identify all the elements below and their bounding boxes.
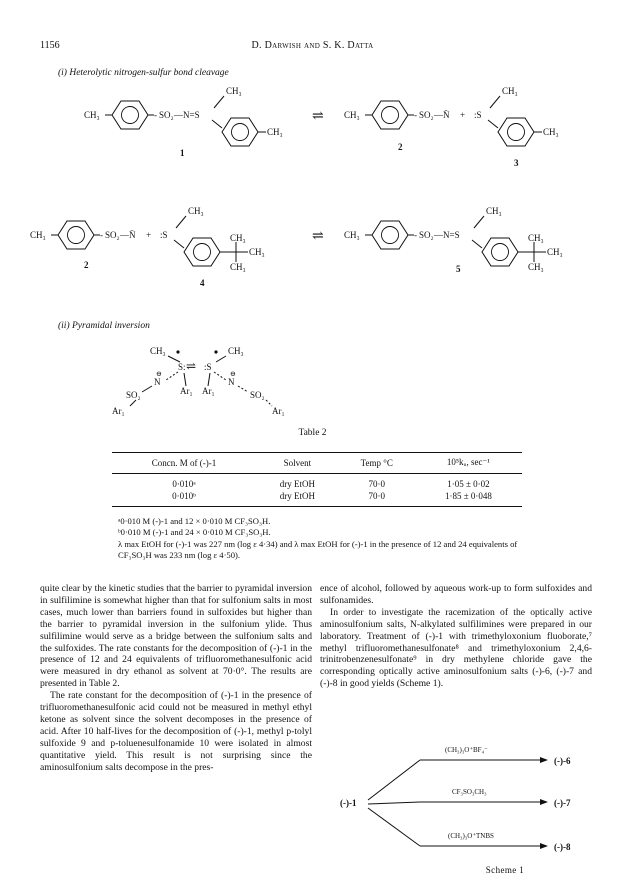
svg-text:CH₃: CH₃ bbox=[547, 247, 563, 257]
svg-text:CH₃: CH₃ bbox=[543, 127, 559, 137]
table-cell: 1·85 ± 0·048 bbox=[415, 490, 522, 507]
body-paragraph: ence of alcohol, followed by aqueous work-up to form sulfoxides and sulfonamides. bbox=[320, 583, 592, 606]
compound-5-label: 5 bbox=[456, 264, 461, 274]
page-number: 1156 bbox=[40, 40, 60, 51]
table-cell: dry EtOH bbox=[256, 490, 339, 507]
svg-text:CH₃: CH₃ bbox=[188, 206, 204, 216]
svg-text:SO₂: SO₂ bbox=[159, 110, 174, 120]
table-cell: 0·010ᵇ bbox=[112, 490, 256, 507]
svg-text:CH₃: CH₃ bbox=[230, 262, 246, 272]
equilibrium-arrow-2: ⇌ bbox=[312, 229, 324, 244]
body-paragraph: The rate constant for the decomposition of (-)-1 in the presence of trifluoromethanesulfonic acid could not be measured in methyl ethyl ketone as solvent since the solvent decomposes in the presence of acid. After 10 half-lives for the decomposition of (-)-1, methyl p-tolyl sulfoxide 9 and p-toluenesulfonamide 10 were isolated in almost quantitative yield. This result is not surprising since the aminosulfonium salts decompose in the pres- bbox=[40, 690, 312, 773]
table-cell: 70·0 bbox=[368, 479, 385, 489]
table-footnote: ᵃ0·010 M (-)-1 and 12 × 0·010 M CF₃SO₃H. bbox=[118, 516, 271, 526]
svg-text:—N̈: —N̈ bbox=[120, 230, 136, 240]
equilibrium-arrow-1: ⇌ bbox=[312, 109, 324, 124]
scheme-1-caption: Scheme 1 bbox=[485, 865, 525, 875]
table-caption: Table 2 bbox=[298, 428, 327, 438]
compound-4-label: 4 bbox=[200, 278, 205, 288]
compound-3-label: 3 bbox=[514, 158, 519, 168]
table-cell: 70·0 bbox=[339, 490, 415, 507]
reagent-label: CF₃SO₃CH₃ bbox=[452, 788, 487, 796]
svg-text:-: - bbox=[154, 110, 157, 120]
svg-text:⊖: ⊖ bbox=[230, 370, 236, 378]
svg-text:+: + bbox=[460, 110, 466, 120]
reaction-scheme-diagram bbox=[0, 80, 625, 420]
reagent-label: (CH₃)₃O⁺TNBS bbox=[448, 832, 494, 840]
svg-text:Ar₁: Ar₁ bbox=[180, 386, 193, 396]
product-label: (-)-7 bbox=[554, 798, 571, 808]
svg-text::S: :S bbox=[204, 362, 212, 372]
svg-text:N: N bbox=[154, 377, 161, 387]
product-label: (-)-8 bbox=[554, 842, 571, 852]
svg-text:SO₂: SO₂ bbox=[419, 230, 434, 240]
svg-text:CH₃: CH₃ bbox=[226, 86, 242, 96]
table-row bbox=[112, 474, 522, 491]
svg-text:⊖: ⊖ bbox=[156, 370, 162, 378]
scheme-1-diagram bbox=[320, 738, 600, 863]
svg-text:CH₃: CH₃ bbox=[249, 247, 265, 257]
svg-text:—N=S: —N=S bbox=[174, 110, 200, 120]
svg-text::S: :S bbox=[474, 110, 482, 120]
row1-ch3-left: CH₃ bbox=[84, 110, 100, 120]
table-header: Concn. M of (-)-1 bbox=[112, 453, 256, 474]
compound-2-label-row2: 2 bbox=[84, 260, 89, 270]
svg-text:N: N bbox=[228, 377, 235, 387]
svg-text:CH₃: CH₃ bbox=[228, 346, 244, 356]
svg-text:+: + bbox=[146, 230, 152, 240]
body-paragraph: In order to investigate the racemization of the optically active aminosulfonium salts, N-alkylated sulfilimines were prepared in our laboratory. Treatment of (-)-1 with trimethyloxonium fluoborate,⁷ methyl trifluoromethanesulfonate⁸ and trimethyloxonium 2,4,6-trinitrobenzenesulfonate⁹ in dry methylene chloride gave the corresponding optically active aminosulfonium salts (-)-6, (-)-7 and (-)-8 in good yields (Scheme 1). bbox=[320, 606, 592, 690]
svg-text:CH₃: CH₃ bbox=[502, 86, 518, 96]
svg-text:⇌: ⇌ bbox=[186, 359, 197, 373]
kinetics-table bbox=[112, 452, 522, 507]
scheme-1-start: (-)-1 bbox=[340, 798, 357, 808]
table-cell: 1·05 ± 0·02 bbox=[447, 479, 490, 489]
body-column-right bbox=[320, 583, 592, 690]
svg-text:-: - bbox=[414, 230, 417, 240]
svg-text:CH₃: CH₃ bbox=[30, 230, 46, 240]
running-header-authors: D. Darwish and S. K. Datta bbox=[251, 40, 374, 51]
svg-text:Ar₁: Ar₁ bbox=[112, 406, 125, 416]
svg-text:CH₃: CH₃ bbox=[344, 230, 360, 240]
svg-text:CH₃: CH₃ bbox=[344, 110, 360, 120]
body-column-left bbox=[40, 583, 312, 774]
reagent-label: (CH₃)₃O⁺BF₄⁻ bbox=[445, 746, 488, 754]
svg-text:CH₃: CH₃ bbox=[150, 346, 166, 356]
svg-text:Ar₁: Ar₁ bbox=[202, 386, 215, 396]
section-ii-title: (ii) Pyramidal inversion bbox=[58, 321, 150, 331]
compound-2-label-row1: 2 bbox=[398, 142, 403, 152]
table-footnotes bbox=[118, 516, 538, 562]
compound-1-label: 1 bbox=[180, 148, 185, 158]
svg-text:Ar₁: Ar₁ bbox=[272, 406, 285, 416]
table-footnote: ᵇ0·010 M (-)-1 and 24 × 0·010 M CF₃SO₃H. bbox=[118, 527, 271, 538]
table-header: Temp °C bbox=[339, 453, 415, 474]
table-header: Solvent bbox=[256, 453, 339, 474]
svg-text:—N̈: —N̈ bbox=[434, 110, 450, 120]
svg-text:-: - bbox=[100, 230, 103, 240]
svg-text:CH₃: CH₃ bbox=[486, 206, 502, 216]
table-header: 10⁵kᵤ, sec⁻¹ bbox=[415, 453, 522, 474]
svg-text::S: :S bbox=[160, 230, 168, 240]
svg-text:SO₂: SO₂ bbox=[105, 230, 120, 240]
svg-text:SO₂: SO₂ bbox=[126, 390, 141, 400]
section-i-title: (i) Heterolytic nitrogen-sulfur bond cleavage bbox=[58, 68, 229, 78]
body-paragraph: quite clear by the kinetic studies that the barrier to pyramidal inversion in sulfilimine is somewhat higher than that for sulfonium salts in most cases, much lower than barriers found in sulfoxides but higher than the barrier to pyramidal inversion in the sulfonium ylide. Thus sulfilimine would serve as a bridge between the sulfonium salts and the sulfoxides. The rate constants for the decomposition of (-)-1 in the presence of 12 and 24 equivalents of trifluoromethanesulfonic acid were measured in dry ethanol as solvent at 70·0°. The results are presented in Table 2. bbox=[40, 583, 313, 690]
svg-text:SO₂: SO₂ bbox=[250, 390, 265, 400]
svg-text:S:: S: bbox=[178, 362, 186, 372]
product-label: (-)-6 bbox=[554, 756, 571, 766]
table-row bbox=[112, 490, 522, 507]
svg-text:SO₂: SO₂ bbox=[419, 110, 434, 120]
svg-text:-: - bbox=[414, 110, 417, 120]
table-cell: dry EtOH bbox=[279, 479, 315, 489]
svg-text:CH₃: CH₃ bbox=[230, 233, 246, 243]
svg-text:—N=S: —N=S bbox=[434, 230, 460, 240]
svg-text:CH₃: CH₃ bbox=[528, 262, 544, 272]
svg-text:CH₃: CH₃ bbox=[267, 127, 283, 137]
svg-text:CH₃: CH₃ bbox=[528, 233, 544, 243]
table-cell: 0·010ᵃ bbox=[172, 479, 196, 489]
table-footnote: λ max EtOH for (-)-1 was 227 nm (log ε 4·34) and λ max EtOH for (-)-1 in the presence of 12 and 24 equivalents of CF₃SO₃H was 233 nm (log ε 4·50). bbox=[118, 538, 518, 561]
